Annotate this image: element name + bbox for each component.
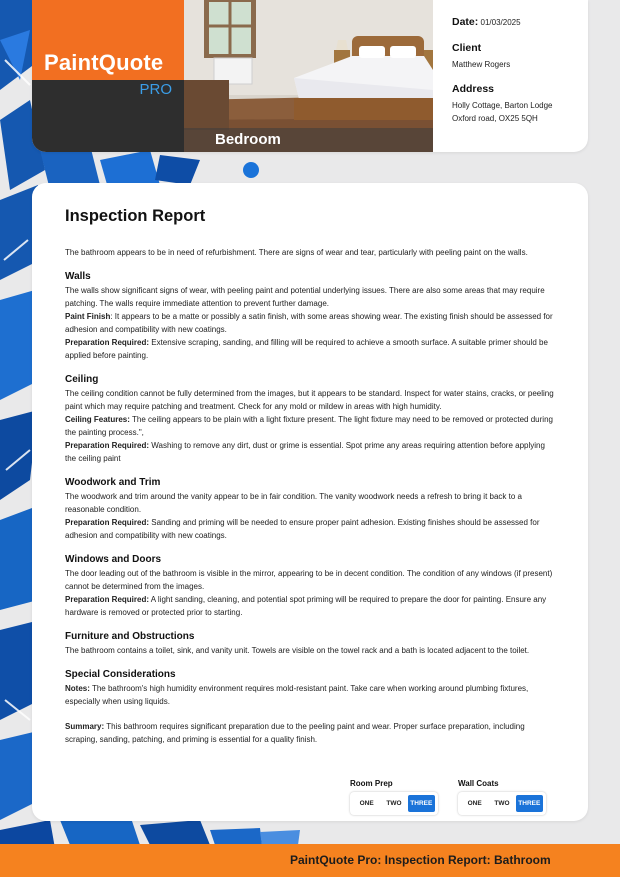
footer-bar	[0, 844, 620, 877]
walls-finish	[65, 310, 555, 336]
wall-coats-option-three[interactable]: THREE	[516, 795, 543, 812]
summary-text: This bathroom requires significant preparation due to the peeling paint and wear. Proper surface preparation, including scraping, sanding, patching, and priming is essential for a quality finish.	[65, 722, 525, 744]
windows-prep-text: A light sanding, cleaning, and potential spot priming will be required to prepare the door for painting. Ensure any hardware is removed or protected prior to starting.	[65, 595, 547, 617]
date-value: 01/03/2025	[480, 18, 521, 27]
address-line-2: Oxford road, OX25 5QH	[452, 114, 538, 123]
walls-heading: Walls	[65, 271, 91, 282]
wall-coats-option-two[interactable]: TWO	[494, 800, 510, 807]
walls-text: The walls show significant signs of wear, with peeling paint and potential underlying issues. There are also some areas that may require patching. The walls require immediate attention to prevent further damage.	[65, 286, 545, 308]
furniture-text: The bathroom contains a toilet, sink, and vanity unit. Towels are visible on the towel rack and a bath is located adjacent to the toilet.	[65, 646, 530, 655]
ceiling-prep-text: Washing to remove any dirt, dust or grime is essential. Spot prime any areas requiring attention before applying the ceiling paint	[65, 441, 545, 463]
brand-name: PaintQuote	[44, 50, 164, 75]
windows-heading: Windows and Doors	[65, 554, 162, 565]
windows-prep	[65, 593, 555, 619]
walls-prep	[65, 336, 555, 362]
address-block	[452, 83, 582, 125]
walls-finish-text: : It appears to be a matte or possibly a satin finish, with some areas showing wear. The existing finish should be assessed for adhesion and compatibility with new coatings.	[65, 312, 553, 334]
room-prep-option-two[interactable]: TWO	[386, 800, 402, 807]
room-prep-option-one[interactable]: ONE	[359, 800, 374, 807]
room-prep-segmented-control	[350, 792, 438, 815]
woodwork-text: The woodwork and trim around the vanity appear to be in fair condition. The vanity woodwork needs a refresh to bring it back to a reasonable condition.	[65, 492, 522, 514]
ceiling-prep-label: Preparation Required:	[65, 441, 150, 450]
ceiling-features	[65, 413, 555, 439]
special-heading: Special Considerations	[65, 669, 176, 680]
brand-edition: PRO	[139, 81, 172, 98]
wall-coats-label: Wall Coats	[458, 779, 499, 788]
special-notes-text: The bathroom's high humidity environment requires mold-resistant paint. Take care when working around plumbing fixtures, especially when using liquids.	[65, 684, 529, 706]
client-label: Client	[452, 42, 482, 54]
special-notes-label: Notes:	[65, 684, 90, 693]
address-label: Address	[452, 83, 495, 95]
address-line-1: Holly Cottage, Barton Lodge	[452, 101, 553, 110]
walls-finish-label: Paint Finish	[65, 312, 111, 321]
woodwork-prep-text: Sanding and priming will be needed to ensure proper paint adhesion. Existing finishes should be assessed for adhesion and compatibility with new coatings.	[65, 518, 540, 540]
walls-prep-label: Preparation Required:	[65, 338, 150, 347]
summary	[65, 720, 555, 746]
date-label: Date:	[452, 16, 479, 28]
report-details	[452, 16, 582, 137]
room-name-banner	[184, 128, 433, 152]
ceiling-features-label: Ceiling Features:	[65, 415, 130, 424]
woodwork-heading: Woodwork and Trim	[65, 477, 161, 488]
footer-title: PaintQuote Pro: Inspection Report: Bathroom	[290, 853, 551, 867]
special-notes	[65, 682, 555, 708]
room-prep-label: Room Prep	[350, 779, 393, 788]
ceiling-features-text: The ceiling appears to be plain with a light fixture present. The light fixture may need to be removed or protected during the painting process.",	[65, 415, 553, 437]
wall-coats-option-one[interactable]: ONE	[467, 800, 482, 807]
client-value: Matthew Rogers	[452, 60, 511, 69]
windows-text: The door leading out of the bathroom is visible in the mirror, appearing to be in decent condition. The condition of any windows (if present) cannot be determined from the images.	[65, 569, 553, 591]
report-card	[32, 183, 588, 821]
logo-block	[32, 0, 184, 80]
furniture-heading: Furniture and Obstructions	[65, 631, 195, 642]
room-photo	[184, 0, 433, 152]
room-prep-selector	[350, 779, 438, 815]
ceiling-text: The ceiling condition cannot be fully determined from the images, but it appears to be standard. Inspect for water stains, cracks, or peeling paint which may require patching and treatment. Check for any mold or mildew in areas with high humidity.	[65, 389, 554, 411]
wall-coats-selector	[458, 779, 546, 815]
ceiling-prep	[65, 439, 555, 465]
walls-prep-text: Extensive scraping, sanding, and filling will be required to achieve a smooth surface. A suitable primer should be applied before painting.	[65, 338, 548, 360]
room-name: Bedroom	[215, 131, 281, 148]
logo-dark-block	[32, 80, 184, 152]
date-row	[452, 16, 582, 28]
report-content	[65, 207, 555, 746]
room-prep-option-three[interactable]: THREE	[408, 795, 435, 812]
ceiling-heading: Ceiling	[65, 374, 99, 385]
report-intro: The bathroom appears to be in need of refurbishment. There are signs of wear and tear, particularly with peeling paint on the walls.	[65, 248, 528, 257]
windows-prep-label: Preparation Required:	[65, 595, 150, 604]
woodwork-prep	[65, 516, 555, 542]
header-card	[32, 0, 588, 152]
client-block	[452, 42, 582, 71]
wall-coats-segmented-control	[458, 792, 546, 815]
woodwork-prep-label: Preparation Required:	[65, 518, 150, 527]
summary-label: Summary:	[65, 722, 105, 731]
report-title: Inspection Report	[65, 207, 206, 225]
